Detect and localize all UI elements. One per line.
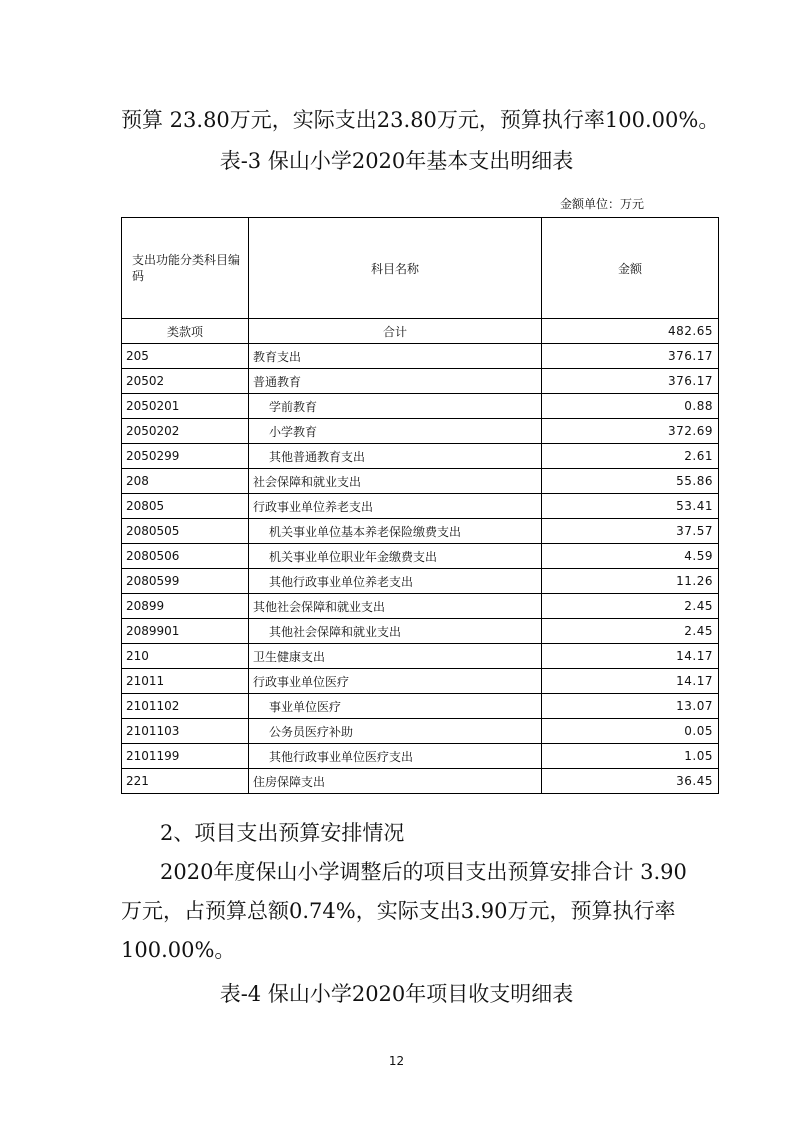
- row-amount: 1.05: [542, 744, 719, 769]
- row-name-text: 其他普通教育支出: [269, 449, 366, 464]
- row-name-text: 教育支出: [253, 349, 302, 364]
- table-row: [122, 619, 719, 644]
- row-name-text: 机关事业单位职业年金缴费支出: [269, 549, 438, 564]
- row-name-text: 其他社会保障和就业支出: [253, 599, 386, 614]
- row-name: [249, 769, 542, 794]
- row-name: [249, 469, 542, 494]
- row-name-text: 普通教育: [253, 374, 302, 389]
- page-number: 12: [388, 1054, 405, 1068]
- row-name-text: 其他行政事业单位养老支出: [269, 574, 414, 589]
- row-name: [249, 669, 542, 694]
- row-name-text: 学前教育: [269, 399, 318, 414]
- table-row: [122, 719, 719, 744]
- table-row: [122, 419, 719, 444]
- row-code: 20899: [122, 594, 249, 619]
- table-row: [122, 444, 719, 469]
- row-name-text: 机关事业单位基本养老保险缴费支出: [269, 524, 462, 539]
- table-row: [122, 519, 719, 544]
- row-amount: 2.45: [542, 594, 719, 619]
- section-heading: 2、项目支出预算安排情况: [160, 821, 405, 845]
- row-code: 20502: [122, 369, 249, 394]
- row-code: 2050202: [122, 419, 249, 444]
- row-name-text: 其他行政事业单位医疗支出: [269, 749, 414, 764]
- row-name-text: 卫生健康支出: [253, 649, 326, 664]
- total-name: 合计: [249, 319, 542, 344]
- table-row: [122, 744, 719, 769]
- row-name-text: 事业单位医疗: [269, 699, 342, 714]
- expenditure-table: [121, 217, 719, 794]
- row-code: 2101102: [122, 694, 249, 719]
- table4-title: 表-4 保山小学2020年项目收支明细表: [219, 982, 574, 1006]
- table-row: [122, 569, 719, 594]
- paragraph-line-1: 2020年度保山小学调整后的项目支出预算安排合计 3.90: [160, 860, 687, 884]
- row-amount: 4.59: [542, 544, 719, 569]
- table-row: [122, 594, 719, 619]
- row-amount: 37.57: [542, 519, 719, 544]
- row-name: [249, 394, 542, 419]
- row-code: 20805: [122, 494, 249, 519]
- table-row: [122, 494, 719, 519]
- row-name-text: 住房保障支出: [253, 774, 326, 789]
- row-amount: 53.41: [542, 494, 719, 519]
- row-amount: 0.88: [542, 394, 719, 419]
- row-amount: 0.05: [542, 719, 719, 744]
- paragraph-line-2: 万元，占预算总额0.74%，实际支出3.90万元，预算执行率: [121, 899, 676, 923]
- row-name: [249, 644, 542, 669]
- row-name: [249, 544, 542, 569]
- row-name: [249, 369, 542, 394]
- row-name: [249, 619, 542, 644]
- table-row: [122, 644, 719, 669]
- row-amount: 2.45: [542, 619, 719, 644]
- paragraph-line-3: 100.00%。: [121, 938, 236, 962]
- row-name: [249, 744, 542, 769]
- row-amount: 2.61: [542, 444, 719, 469]
- row-name: [249, 419, 542, 444]
- row-code: 2080599: [122, 569, 249, 594]
- row-name: [249, 519, 542, 544]
- header-name: 科目名称: [249, 218, 542, 319]
- intro-line: 预算 23.80万元，实际支出23.80万元，预算执行率100.00%。: [121, 108, 720, 132]
- row-amount: 55.86: [542, 469, 719, 494]
- row-name-text: 行政事业单位养老支出: [253, 499, 374, 514]
- row-name: [249, 569, 542, 594]
- header-code: 支出功能分类科目编码: [122, 218, 249, 319]
- row-amount: 14.17: [542, 669, 719, 694]
- row-amount: 376.17: [542, 344, 719, 369]
- row-amount: 376.17: [542, 369, 719, 394]
- row-name: [249, 594, 542, 619]
- header-amount: 金额: [542, 218, 719, 319]
- table-row: [122, 369, 719, 394]
- row-name-text: 社会保障和就业支出: [253, 474, 362, 489]
- row-code: 2050201: [122, 394, 249, 419]
- row-code: 2080506: [122, 544, 249, 569]
- row-amount: 13.07: [542, 694, 719, 719]
- table-header-row: [122, 218, 719, 319]
- table-row: [122, 694, 719, 719]
- row-code: 208: [122, 469, 249, 494]
- row-code: 2080505: [122, 519, 249, 544]
- row-code: 2101199: [122, 744, 249, 769]
- row-amount: 14.17: [542, 644, 719, 669]
- table-row: [122, 769, 719, 794]
- row-code: 2050299: [122, 444, 249, 469]
- row-amount: 372.69: [542, 419, 719, 444]
- row-name-text: 行政事业单位医疗: [253, 674, 350, 689]
- row-code: 210: [122, 644, 249, 669]
- unit-label: 金额单位：万元: [560, 197, 645, 211]
- row-name: [249, 344, 542, 369]
- table-row: [122, 394, 719, 419]
- total-amount: 482.65: [542, 319, 719, 344]
- row-code: 21011: [122, 669, 249, 694]
- table-row: [122, 344, 719, 369]
- row-name-text: 公务员医疗补助: [269, 724, 354, 739]
- table3-title: 表-3 保山小学2020年基本支出明细表: [219, 149, 574, 173]
- row-amount: 11.26: [542, 569, 719, 594]
- row-name: [249, 694, 542, 719]
- row-name: [249, 719, 542, 744]
- total-code: 类款项: [122, 319, 249, 344]
- row-name: [249, 444, 542, 469]
- total-row: [122, 319, 719, 344]
- row-amount: 36.45: [542, 769, 719, 794]
- row-code: 2101103: [122, 719, 249, 744]
- row-code: 205: [122, 344, 249, 369]
- row-code: 2089901: [122, 619, 249, 644]
- row-name: [249, 494, 542, 519]
- table-row: [122, 669, 719, 694]
- table-row: [122, 469, 719, 494]
- row-name-text: 小学教育: [269, 424, 318, 439]
- row-name-text: 其他社会保障和就业支出: [269, 624, 402, 639]
- table-row: [122, 544, 719, 569]
- row-code: 221: [122, 769, 249, 794]
